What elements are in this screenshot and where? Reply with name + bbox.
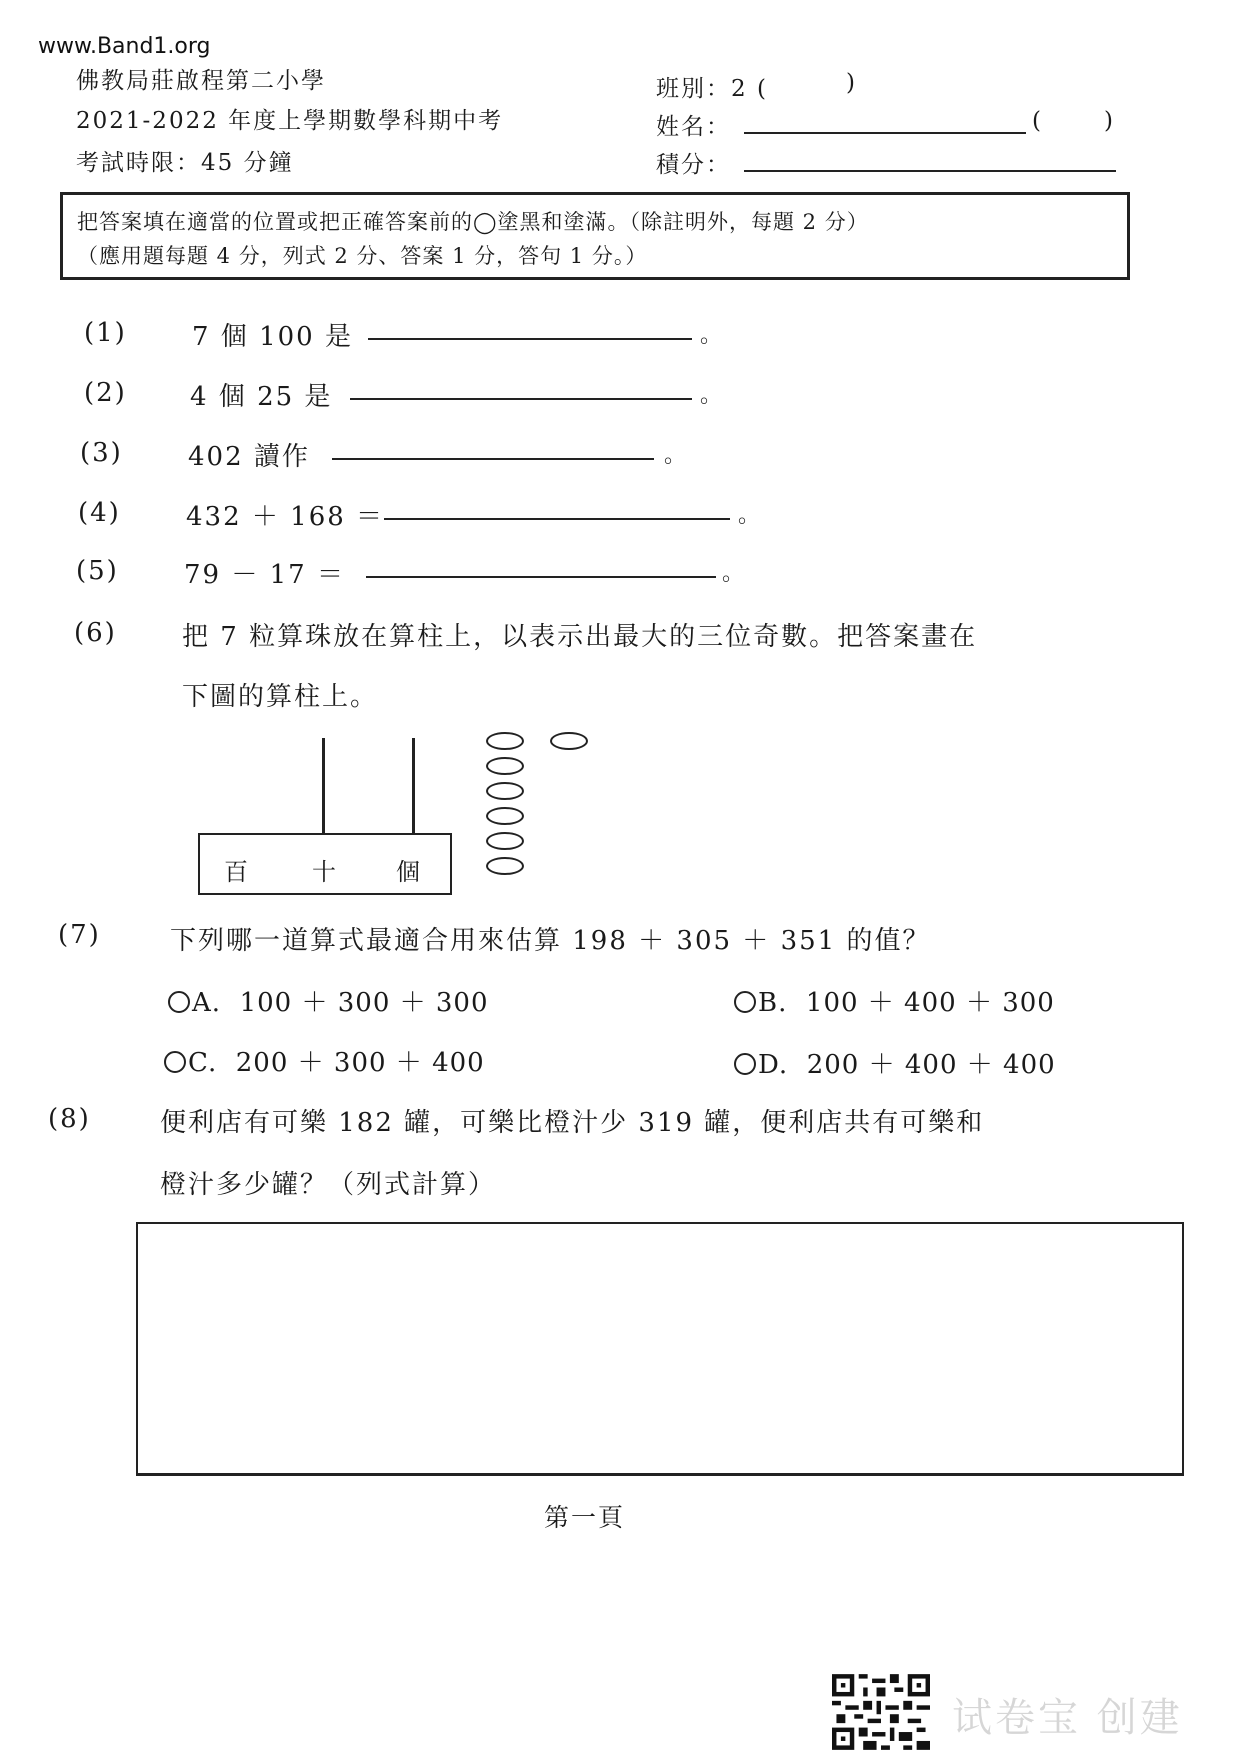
- page-footer: 第一頁: [544, 1503, 626, 1532]
- q5-number: (5): [76, 556, 119, 586]
- instructions-box: [60, 192, 1130, 280]
- q8-line-2: 橙汁多少罐？（列式計算）: [160, 1170, 497, 1200]
- bead[interactable]: [486, 807, 524, 825]
- option-a[interactable]: [168, 982, 489, 1019]
- option-d[interactable]: [734, 1044, 1056, 1081]
- q2-text: 4 個 25 是: [190, 382, 333, 412]
- name-paren-open: (: [1032, 108, 1043, 134]
- name-paren-close: ): [1104, 108, 1115, 134]
- q8-answer-box[interactable]: [136, 1222, 1184, 1476]
- place-label-hundreds: 百: [224, 858, 248, 886]
- instructions-line-2: （應用題每題 4 分，列式 2 分、答案 1 分，答句 1 分。）: [77, 244, 648, 268]
- radio-icon[interactable]: [734, 1053, 756, 1075]
- option-a-label: A.: [192, 988, 222, 1018]
- radio-icon[interactable]: [734, 991, 756, 1013]
- score-field: [744, 170, 1116, 172]
- q1-number: (1): [84, 318, 127, 348]
- q5-answer-blank[interactable]: [366, 576, 716, 578]
- radio-icon[interactable]: [164, 1051, 186, 1073]
- exam-title: 2021-2022 年度上學期數學科期中考: [76, 108, 504, 134]
- option-d-label: D.: [758, 1050, 789, 1080]
- time-limit: 考試時限：45 分鐘: [76, 150, 294, 176]
- abacus-rod-tens[interactable]: [412, 738, 415, 834]
- abacus-rod-hundreds[interactable]: [322, 738, 325, 834]
- q6-line-1: 把 7 粒算珠放在算柱上，以表示出最大的三位奇數。把答案畫在: [182, 622, 978, 652]
- class-label: 班別：2 (: [656, 76, 768, 102]
- site-url: www.Band1.org: [38, 34, 211, 59]
- bead[interactable]: [486, 757, 524, 775]
- q7-text: 下列哪一道算式最適合用來估算 198 ＋ 305 ＋ 351 的值？: [170, 926, 931, 956]
- q8-number: (8): [48, 1104, 91, 1134]
- q4-end: 。: [738, 503, 761, 528]
- class-close: ): [846, 70, 857, 96]
- q5-end: 。: [722, 561, 745, 586]
- instructions-line-1: 把答案填在適當的位置或把正確答案前的◯塗黑和塗滿。（除註明外，每題 2 分）: [77, 210, 869, 234]
- q1-text: 7 個 100 是: [192, 322, 353, 352]
- q8-line-1: 便利店有可樂 182 罐，可樂比橙汁少 319 罐，便利店共有可樂和: [160, 1108, 985, 1138]
- q2-answer-blank[interactable]: [350, 398, 692, 400]
- q2-end: 。: [700, 383, 723, 408]
- bead[interactable]: [486, 782, 524, 800]
- q7-number: (7): [58, 920, 101, 950]
- name-field[interactable]: [744, 132, 1026, 134]
- q3-text: 402 讀作: [188, 442, 310, 472]
- q1-end: 。: [700, 323, 723, 348]
- q3-end: 。: [664, 443, 687, 468]
- school-name: 佛教局莊啟程第二小學: [76, 68, 326, 94]
- option-d-expr: 200 ＋ 400 ＋ 400: [806, 1050, 1056, 1080]
- q3-number: (3): [80, 438, 123, 468]
- bead[interactable]: [486, 832, 524, 850]
- place-label-tens: 十: [312, 858, 336, 886]
- q3-answer-blank[interactable]: [332, 458, 654, 460]
- option-c[interactable]: [164, 1042, 485, 1079]
- option-b-expr: 100 ＋ 400 ＋ 300: [805, 988, 1055, 1018]
- bead[interactable]: [486, 857, 524, 875]
- option-b-label: B.: [758, 988, 788, 1018]
- q6-line-2: 下圖的算柱上。: [182, 682, 379, 712]
- q4-number: (4): [78, 498, 121, 528]
- q2-number: (2): [84, 378, 127, 408]
- radio-icon[interactable]: [168, 991, 190, 1013]
- qr-code-icon: [832, 1674, 930, 1750]
- option-b[interactable]: [734, 982, 1055, 1019]
- watermark: 试卷宝 创建: [952, 1695, 1183, 1741]
- name-label: 姓名：: [656, 114, 731, 140]
- q5-text: 79 － 17 ＝: [184, 560, 345, 590]
- option-c-expr: 200 ＋ 300 ＋ 400: [235, 1048, 485, 1078]
- bead[interactable]: [550, 732, 588, 750]
- place-label-ones: 個: [396, 858, 420, 886]
- option-a-expr: 100 ＋ 300 ＋ 300: [239, 988, 489, 1018]
- q4-text: 432 ＋ 168 ＝: [186, 502, 385, 532]
- q1-answer-blank[interactable]: [368, 338, 692, 340]
- q4-answer-blank[interactable]: [384, 518, 730, 520]
- option-c-label: C.: [188, 1048, 218, 1078]
- q6-number: (6): [74, 618, 117, 648]
- score-label: 積分：: [656, 152, 731, 178]
- bead[interactable]: [486, 732, 524, 750]
